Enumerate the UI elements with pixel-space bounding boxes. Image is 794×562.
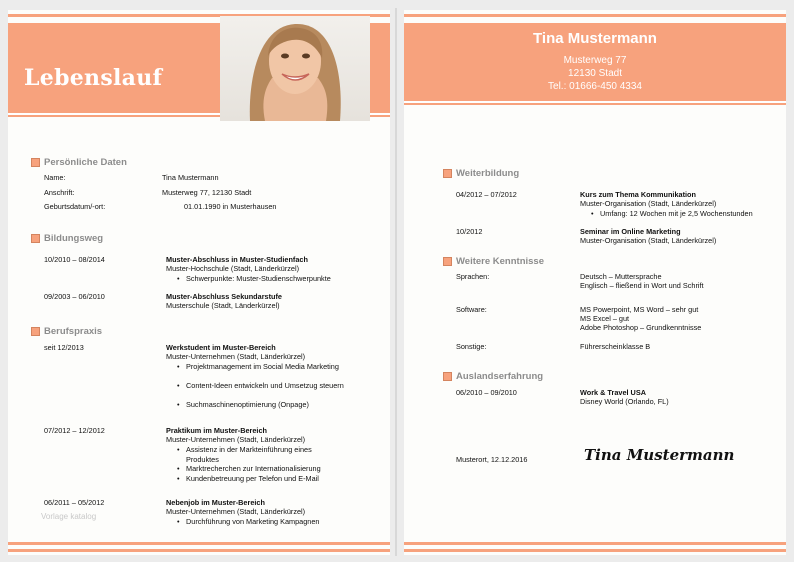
- entry-bullet: • Suchmaschinenoptimierung (Onpage): [186, 400, 376, 410]
- bottom-accent-line: [404, 549, 786, 552]
- entry-date: 09/2003 – 06/2010: [44, 292, 105, 301]
- section-title: Bildungsweg: [44, 233, 104, 244]
- section-heading-skills: [456, 256, 544, 267]
- section-marker-icon: [443, 372, 452, 381]
- entry-date: 06/2010 – 09/2010: [456, 388, 517, 397]
- section-heading-personal: [44, 157, 127, 168]
- entry-date: 10/2012: [456, 227, 483, 236]
- skill-line: MS Excel – gut: [580, 314, 630, 323]
- section-marker-icon: [31, 158, 40, 167]
- entry-bullet: • Schwerpunkte: Muster-Studienschwerpunkte: [186, 274, 376, 284]
- resume-page-left: [8, 10, 390, 555]
- entry-org: Muster-Hochschule (Stadt, Länderkürzel): [166, 264, 300, 273]
- entry-date: 06/2011 – 05/2012: [44, 498, 105, 507]
- entry-date: seit 12/2013: [44, 343, 84, 352]
- section-heading-education: [44, 233, 103, 244]
- entry-title: Nebenjob im Muster-Bereich: [166, 498, 265, 507]
- bottom-accent-line: [404, 542, 786, 545]
- section-heading-abroad: [456, 371, 543, 382]
- field-value: 01.01.1990 in Musterhausen: [184, 202, 277, 211]
- skill-line: Englisch – fließend in Wort und Schrift: [580, 281, 704, 290]
- entry-bullet: • Umfang: 12 Wochen mit je 2,5 Wochenstunden: [600, 209, 786, 219]
- entry-bullet: • Kundenbetreuung per Telefon und E-Mail: [186, 474, 376, 484]
- section-title: Weiterbildung: [456, 168, 520, 179]
- entry-bullet: • Marktrecherchen zur Internationalisierung: [186, 464, 376, 474]
- entry-title: Muster-Abschluss in Muster-Studienfach: [166, 255, 308, 264]
- resume-page-right: [404, 10, 786, 555]
- entry-org: Muster-Organisation (Stadt, Länderkürzel): [580, 236, 717, 245]
- bottom-accent-line: [8, 549, 390, 552]
- field-value: Tina Mustermann: [162, 173, 219, 182]
- entry-date: 10/2010 – 08/2014: [44, 255, 105, 264]
- entry-title: Kurs zum Thema Kommunikation: [580, 190, 696, 199]
- profile-photo: [220, 16, 370, 121]
- section-title: Weitere Kenntnisse: [456, 256, 544, 267]
- field-value: Musterweg 77, 12130 Stadt: [162, 188, 252, 197]
- place-date: Musterort, 12.12.2016: [456, 455, 528, 464]
- skill-line: Führerscheinklasse B: [580, 342, 651, 351]
- entry-title: Seminar im Online Marketing: [580, 227, 681, 236]
- entry-bullet: • Durchführung von Marketing Kampagnen: [186, 517, 376, 527]
- entry-bullet: • Content-Ideen entwickeln und Umsetzug steuern: [186, 381, 346, 391]
- header-inner-line: [404, 101, 786, 103]
- field-label: Anschrift:: [44, 188, 75, 197]
- entry-org: Muster-Unternehmen (Stadt, Länderkürzel): [166, 507, 306, 516]
- field-label: Geburtsdatum/-ort:: [44, 202, 106, 211]
- section-marker-icon: [31, 234, 40, 243]
- section-title: Berufspraxis: [44, 326, 103, 337]
- entry-title: Muster-Abschluss Sekundarstufe: [166, 292, 282, 301]
- contact-phone: Tel.: 01666-450 4334: [548, 81, 642, 92]
- entry-org: Musterschule (Stadt, Länderkürzel): [166, 301, 280, 310]
- contact-block: [404, 54, 786, 93]
- skill-label: Sprachen:: [456, 272, 490, 281]
- section-title: Persönliche Daten: [44, 157, 127, 168]
- page-title: Lebenslauf: [24, 65, 163, 91]
- entry-bullet: • Projektmanagement im Social Media Marketing: [186, 362, 341, 372]
- section-marker-icon: [443, 257, 452, 266]
- entry-org: Disney World (Orlando, FL): [580, 397, 669, 406]
- contact-city: 12130 Stadt: [568, 68, 622, 79]
- signature: Tina Mustermann: [584, 446, 735, 464]
- bottom-accent-line: [8, 542, 390, 545]
- entry-date: 04/2012 – 07/2012: [456, 190, 517, 199]
- watermark: Vorlage katalog: [41, 512, 97, 521]
- skill-label: Software:: [456, 305, 487, 314]
- entry-title: Praktikum im Muster-Bereich: [166, 426, 267, 435]
- entry-bullet: • Assistenz in der Markteinführung eines Produktes: [186, 445, 346, 464]
- entry-org: Muster-Unternehmen (Stadt, Länderkürzel): [166, 352, 306, 361]
- section-marker-icon: [31, 327, 40, 336]
- skill-line: Adobe Photoshop – Grundkenntnisse: [580, 323, 702, 332]
- entry-title: Work & Travel USA: [580, 388, 646, 397]
- section-marker-icon: [443, 169, 452, 178]
- skill-line: Deutsch – Muttersprache: [580, 272, 662, 281]
- skill-label: Sonstige:: [456, 342, 487, 351]
- page-divider: [395, 8, 397, 556]
- section-heading-training: [456, 168, 519, 179]
- entry-title: Werkstudent im Muster-Bereich: [166, 343, 276, 352]
- top-accent-line: [404, 14, 786, 17]
- section-heading-work: [44, 326, 102, 337]
- skill-line: MS Powerpoint, MS Word – sehr gut: [580, 305, 699, 314]
- field-label: Name:: [44, 173, 66, 182]
- entry-date: 07/2012 – 12/2012: [44, 426, 105, 435]
- contact-street: Musterweg 77: [563, 55, 627, 66]
- candidate-name: Tina Mustermann: [533, 30, 657, 47]
- section-title: Auslandserfahrung: [456, 371, 544, 382]
- entry-org: Muster-Unternehmen (Stadt, Länderkürzel): [166, 435, 306, 444]
- entry-org: Muster-Organisation (Stadt, Länderkürzel): [580, 199, 717, 208]
